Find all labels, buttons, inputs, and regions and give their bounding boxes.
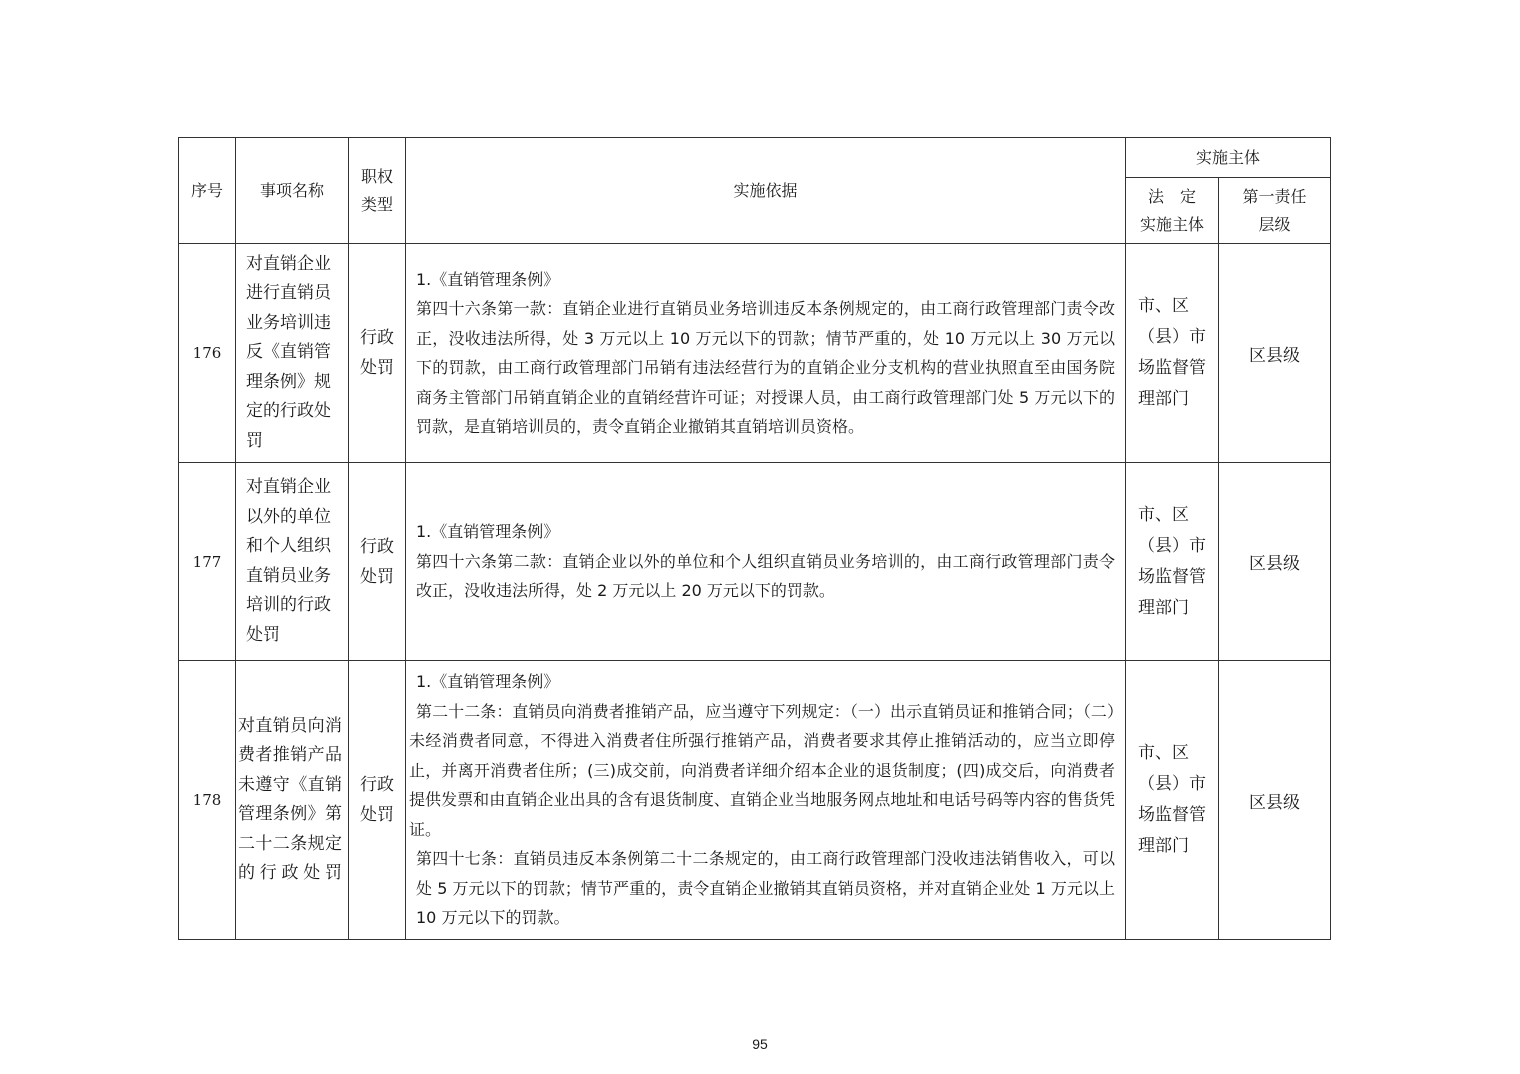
- header-power-type-line1: 职权: [360, 166, 393, 186]
- regulation-table: [178, 137, 1331, 940]
- header-basis: 实施依据: [406, 138, 1126, 244]
- header-first-level-line1: 第一责任: [1242, 186, 1307, 206]
- row-power-type-line2: 处罚: [360, 805, 394, 825]
- row-basis: [406, 463, 1126, 661]
- row-power-type-line2: 处罚: [360, 358, 394, 378]
- header-entity-group: 实施主体: [1126, 138, 1331, 178]
- header-legal-entity-line2: 实施主体: [1139, 214, 1204, 234]
- page-number: 95: [752, 1036, 768, 1052]
- basis-title: 1.《直销管理条例》: [416, 672, 560, 692]
- basis-paragraph: 第四十七条：直销员违反本条例第二十二条规定的，由工商行政管理部门没收违法销售收入，可以处 5 万元以下的罚款；情节严重的，责令直销企业撤销其直销员资格，并对直销企业处 1 万元以上 10 万元以下的罚款。: [416, 849, 1115, 928]
- row-basis: [406, 244, 1126, 463]
- basis-title: 1.《直销管理条例》: [416, 269, 560, 289]
- row-first-level: 区县级: [1219, 661, 1331, 940]
- row-seq: 177: [179, 463, 236, 661]
- row-power-type-line1: 行政: [360, 328, 394, 348]
- row-basis: [406, 661, 1126, 940]
- row-legal-entity: 市、区（县）市场监督管理部门: [1126, 661, 1219, 940]
- row-name: 对直销员向消费者推销产品未遵守《直销管理条例》第二十二条规定的行政处罚: [236, 661, 349, 940]
- row-power-type-line1: 行政: [360, 775, 394, 795]
- table-row: [179, 463, 1331, 661]
- basis-paragraph: 第四十六条第二款：直销企业以外的单位和个人组织直销员业务培训的，由工商行政管理部门责令改正，没收违法所得，处 2 万元以上 20 万元以下的罚款。: [416, 551, 1115, 601]
- row-name: 对直销企业进行直销员业务培训违反《直销管理条例》规定的行政处罚: [236, 244, 349, 463]
- table-row: [179, 244, 1331, 463]
- row-first-level: 区县级: [1219, 463, 1331, 661]
- row-power-type: [349, 244, 406, 463]
- header-first-level: [1219, 178, 1331, 244]
- row-seq: 176: [179, 244, 236, 463]
- row-power-type: [349, 463, 406, 661]
- table-row: [179, 661, 1331, 940]
- header-seq: 序号: [179, 138, 236, 244]
- header-legal-entity-line1: 法 定: [1147, 186, 1196, 206]
- header-power-type-line2: 类型: [360, 194, 393, 214]
- basis-paragraph: 第二十二条：直销员向消费者推销产品，应当遵守下列规定：（一）出示直销员证和推销合同；（二）未经消费者同意，不得进入消费者住所强行推销产品，消费者要求其停止推销活动的，应当立即停止，并离开消费者住所；(三)成交前，向消费者详细介绍本企业的退货制度；(四)成交后，向消费者提供发票和由直销企业出具的含有退货制度、直销企业当地服务网点地址和电话号码等内容的售货凭证。: [409, 701, 1115, 839]
- row-seq: 178: [179, 661, 236, 940]
- row-legal-entity: 市、区（县）市场监督管理部门: [1126, 244, 1219, 463]
- row-power-type: [349, 661, 406, 940]
- header-first-level-line2: 层级: [1258, 214, 1291, 234]
- header-name: 事项名称: [236, 138, 349, 244]
- header-legal-entity: [1126, 178, 1219, 244]
- basis-paragraph: 第四十六条第一款：直销企业进行直销员业务培训违反本条例规定的，由工商行政管理部门责令改正，没收违法所得，处 3 万元以上 10 万元以下的罚款；情节严重的，处 10 万元以上 30 万元以下的罚款，由工商行政管理部门吊销有违法经营行为的直销企业分支机构的营业执照直至由国务院商务主管部门吊销直销企业的直销经营许可证；对授课人员，由工商行政管理部门处 5 万元以下的罚款，是直销培训员的，责令直销企业撤销其直销培训员资格。: [416, 299, 1115, 436]
- basis-title: 1.《直销管理条例》: [416, 522, 560, 542]
- row-name: 对直销企业以外的单位和个人组织直销员业务培训的行政处罚: [236, 463, 349, 661]
- row-first-level: 区县级: [1219, 244, 1331, 463]
- header-power-type: [349, 138, 406, 244]
- row-power-type-line1: 行政: [360, 536, 394, 557]
- row-legal-entity: 市、区（县）市场监督管理部门: [1126, 463, 1219, 661]
- row-power-type-line2: 处罚: [360, 566, 394, 587]
